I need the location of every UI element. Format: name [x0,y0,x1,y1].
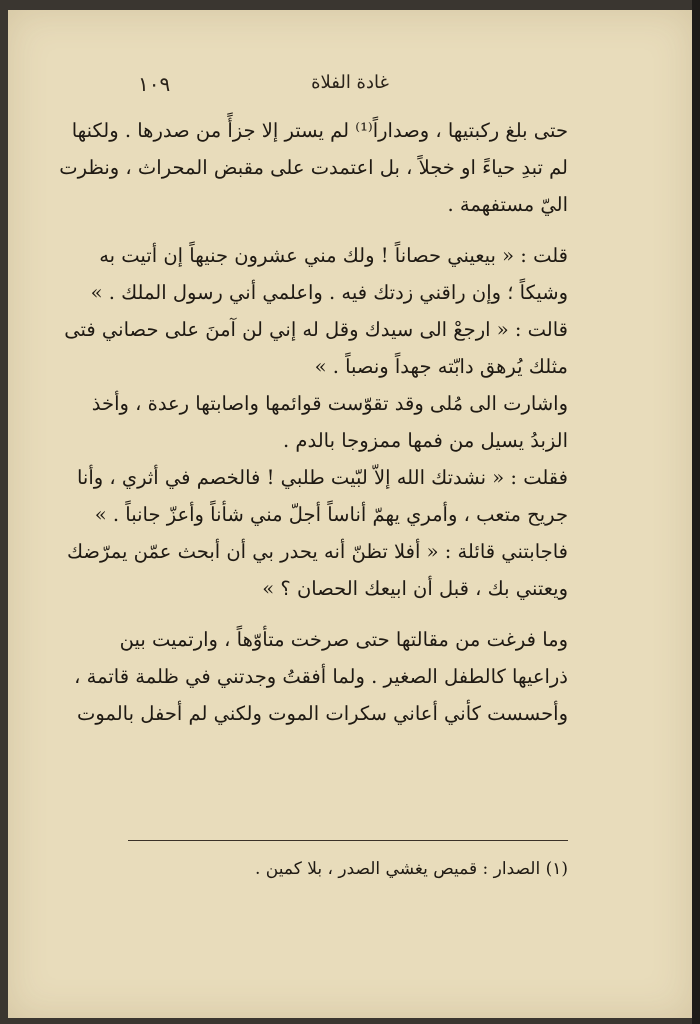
text-line: وما فرغت من مقالتها حتى صرخت متأوّهاً ، وارتميت بين [119,628,568,651]
text-line: حتى بلغ ركبتيها ، وصداراً⁽¹⁾ لم يستر إلا جزأً من صدرها . ولكنها [71,119,568,142]
text-line: ذراعيها كالطفل الصغير . ولما أفقتُ وجدتني في ظلمة قاتمة ، [74,665,568,688]
text-line: جريح متعب ، وأمري يهمّ أناساً أجلّ مني شأناً وأعزّ جانباً . » [94,503,568,526]
footnote: (١) الصدار : قميص يغشي الصدر ، بلا كمين . [255,859,568,879]
text-line: لم تبدِ حياءً او خجلاً ، بل اعتمدت على مقبض المحراث ، ونظرت [59,156,568,179]
footnote-divider [128,840,568,841]
text-line: وأحسست كأني أعاني سكرات الموت ولكني لم أحفل بالموت [76,702,568,725]
text-line: اليّ مستفهمة . [447,193,568,216]
text-line: فاجابتني قائلة : « أفلا تظنّ أنه يحدر بي أن أبحث عمّن يمرّضك [66,540,568,563]
text-line: واشارت الى مُلى وقد تقوّست قوائمها واصابتها رعدة ، وأخذ [91,392,568,415]
running-title: غادة الفلاة [311,72,389,93]
page-header [0,72,700,102]
text-line: وشيكاً ؛ وإن راقني زدتك فيه . واعلمي أني رسول الملك . » [90,281,568,304]
page-number: ١٠٩ [138,72,171,96]
body-text [59,112,568,732]
text-line: الزبدُ يسيل من فمها ممزوجا بالدم . [283,429,568,452]
text-line: مثلك يُرهق دابّته جهداً ونصباً . » [314,355,568,378]
text-line: قلت : « بيعيني حصاناً ! ولك مني عشرون جنيهاً إن أتيت به [99,244,568,267]
text-line: قالت : « ارجعْ الى سيدك وقل له إني لن آمنَ على حصاني فتى [64,318,568,341]
text-line: فقلت : « نشدتك الله إلاّ لبّيت طلبي ! فالخصم في أثري ، وأنا [76,466,568,489]
text-line: ويعتني بك ، قبل أن ابيعك الحصان ؟ » [262,577,568,600]
page-edge [692,0,700,1024]
